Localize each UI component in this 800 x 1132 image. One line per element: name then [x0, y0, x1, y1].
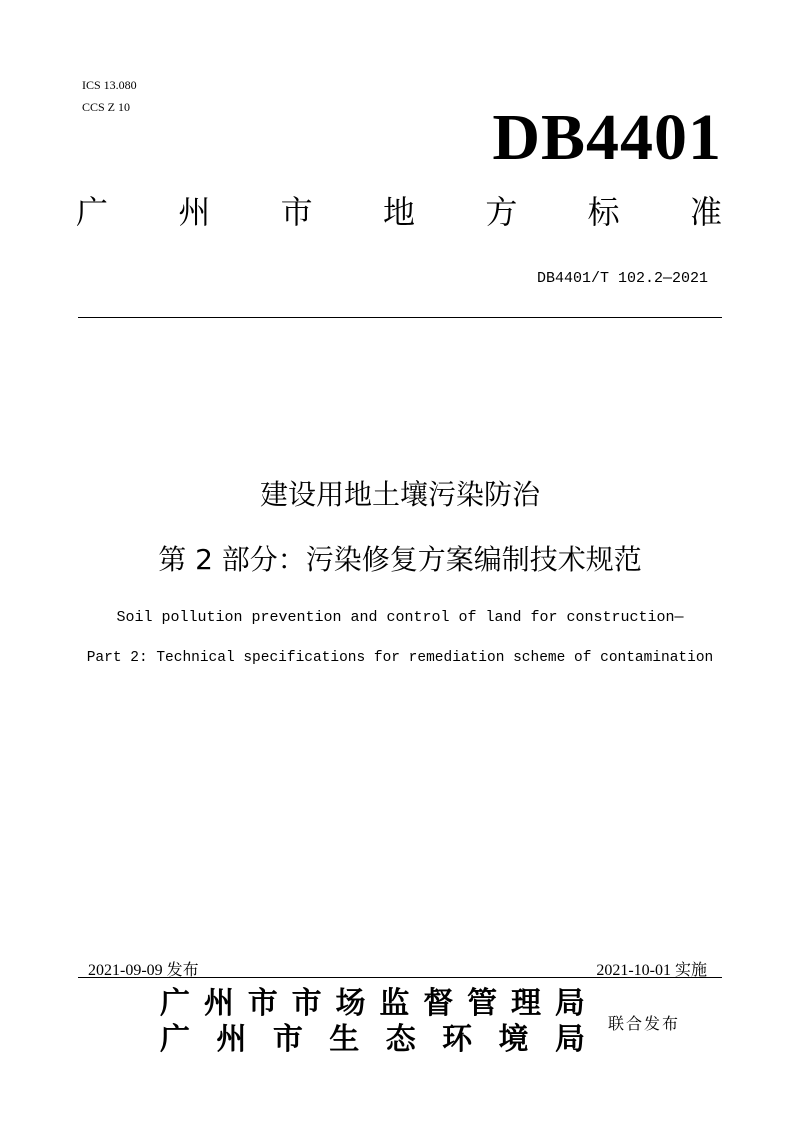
char: 市: [280, 193, 313, 231]
issuer-2: [160, 1022, 585, 1058]
char: 局: [554, 1023, 585, 1056]
issue-date: 2021-09-09 发布: [88, 962, 199, 979]
standard-logo: DB4401: [492, 101, 722, 174]
char: 市: [247, 987, 278, 1020]
char: 广: [160, 987, 190, 1020]
ics-code: ICS 13.080: [82, 78, 137, 92]
char: 监: [379, 987, 410, 1020]
footer-divider: [78, 977, 722, 978]
char: 广: [76, 193, 109, 231]
char: 州: [216, 1023, 247, 1056]
char: 管: [467, 987, 498, 1020]
char: 地: [382, 193, 415, 231]
title-en-line2: Part 2: Technical specifications for remediation scheme of contamination: [86, 650, 714, 666]
char: 督: [423, 987, 454, 1020]
char: 态: [385, 1023, 416, 1056]
char: 局: [554, 987, 585, 1020]
implement-date: 2021-10-01 实施: [596, 962, 707, 979]
standard-type: [76, 192, 722, 232]
char: 准: [689, 193, 722, 231]
char: 州: [178, 193, 211, 231]
ccs-code: CCS Z 10: [82, 100, 131, 114]
header-divider: [78, 317, 722, 318]
title-cn-line1: 建设用地土壤污染防治: [259, 478, 540, 511]
char: 境: [498, 1023, 529, 1056]
char: 生: [329, 1023, 360, 1056]
char: 理: [511, 987, 541, 1020]
char: 环: [442, 1023, 473, 1056]
char: 方: [485, 193, 518, 231]
issuer-1: [160, 986, 585, 1022]
title-en-line1: Soil pollution prevention and control of land for construction—: [116, 609, 684, 626]
char: 标: [587, 193, 620, 231]
joint-release-label: 联合发布: [608, 1014, 681, 1033]
char: 场: [335, 987, 366, 1020]
char: 州: [203, 987, 234, 1020]
standard-number: DB4401/T 102.2—2021: [536, 270, 708, 287]
char: 广: [160, 1023, 190, 1056]
title-cn-line2: 第 2 部分：污染修复方案编制技术规范: [158, 543, 642, 576]
classification-codes: [82, 74, 137, 118]
char: 市: [272, 1023, 303, 1056]
char: 市: [291, 987, 322, 1020]
